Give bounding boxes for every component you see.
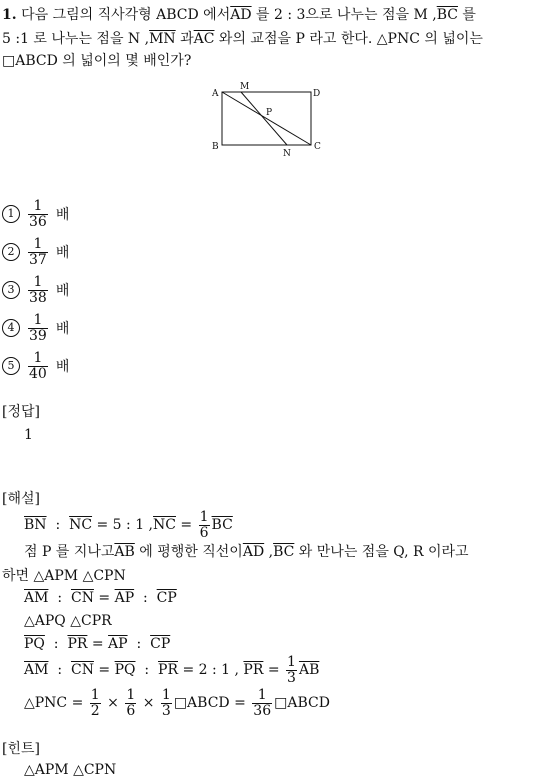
option-5[interactable]	[2, 351, 69, 381]
explanation-line-3: $\overline{AM}$ : $\overline{CN} = \overline{AP}$ : $\overline{CP}$	[24, 590, 177, 606]
explanation-line-5: $\overline{PQ}$ : $\overline{PR} = \overline{AP}$ : $\overline{CP}$	[24, 636, 171, 652]
option-numerator: 1	[28, 313, 48, 329]
option-mark: 2	[2, 243, 20, 261]
option-denominator: 40	[29, 365, 47, 382]
option-1[interactable]	[2, 199, 69, 229]
option-fraction	[28, 275, 48, 305]
option-denominator: 37	[29, 251, 47, 268]
option-fraction	[28, 237, 48, 267]
explanation-line-7: △PNC = $\frac{1}{2}$ × $\frac{1}{6}$ × $\frac{1}{3}$ □ABCD = $\frac{1}{36}$ □ABCD	[24, 687, 330, 719]
option-mark: 5	[2, 357, 20, 375]
explanation-heading: [해설]	[2, 491, 40, 507]
answer-value: 1	[24, 427, 33, 443]
option-mark: 1	[2, 205, 20, 223]
explanation-line-1: $\overline{BN}$ : $\overline{NC} = 5$ : 1 $,\overline{NC}$ = $\frac{1}{6}$ $\overline{BC}$	[24, 509, 233, 541]
option-denominator: 39	[29, 327, 47, 344]
option-unit: 배	[55, 245, 70, 262]
option-unit: 배	[55, 359, 70, 376]
option-denominator: 36	[29, 213, 47, 230]
label-M: M	[240, 82, 250, 92]
label-P: P	[266, 108, 273, 118]
label-N: N	[283, 149, 291, 159]
option-fraction	[28, 351, 48, 381]
explanation-line-2a: 점 P 를 지나고$\overline{AB}$ 에 평행한 직선이$\overline{AD}$ $,\overline{BC}$ 와 만나는 점을 Q, R 이라고	[24, 544, 469, 560]
label-D: D	[313, 89, 321, 99]
option-unit: 배	[55, 207, 70, 224]
option-numerator: 1	[28, 237, 48, 253]
hint-text: △APM △CPN	[24, 762, 117, 778]
label-B: B	[212, 142, 219, 152]
question-line-3: □ABCD 의 넓이의 몇 배인가?	[2, 53, 192, 69]
hint-heading: [힌트]	[2, 741, 40, 757]
option-3[interactable]	[2, 275, 69, 305]
option-4[interactable]	[2, 313, 69, 343]
explanation-line-6: $\overline{AM}$ : $\overline{CN} = \overline{PQ}$ : $\overline{PR} = 2$ : 1 , $\overline{PR}$ = $\frac{1}{3}$ $\overline{AB}$	[24, 654, 320, 686]
option-denominator: 38	[29, 289, 47, 306]
option-unit: 배	[55, 283, 70, 300]
option-numerator: 1	[28, 275, 48, 291]
option-fraction	[28, 313, 48, 343]
option-unit: 배	[55, 321, 70, 338]
explanation-line-4: △APQ △CPR	[24, 613, 112, 629]
option-numerator: 1	[28, 199, 48, 215]
label-C: C	[314, 142, 321, 152]
label-A: A	[212, 89, 219, 99]
option-fraction	[28, 199, 48, 229]
option-numerator: 1	[28, 351, 48, 367]
option-mark: 4	[2, 319, 20, 337]
answer-heading: [정답]	[2, 404, 40, 420]
question-line-1: 1. 다음 그림의 직사각형 ABCD 에서$\overline{AD}$ 를 2 : 3으로 나누는 점을 M $,\overline{BC}$ 를	[2, 7, 476, 23]
question-line-2: 5 :1 로 나누는 점을 N $,\overline{MN}$ 과$\overline{AC}$ 와의 교점을 P 라고 한다. △PNC 의 넓이는	[2, 31, 483, 47]
option-2[interactable]	[2, 237, 69, 267]
option-mark: 3	[2, 281, 20, 299]
explanation-line-2b: 하면 △APM △CPN	[2, 568, 126, 584]
